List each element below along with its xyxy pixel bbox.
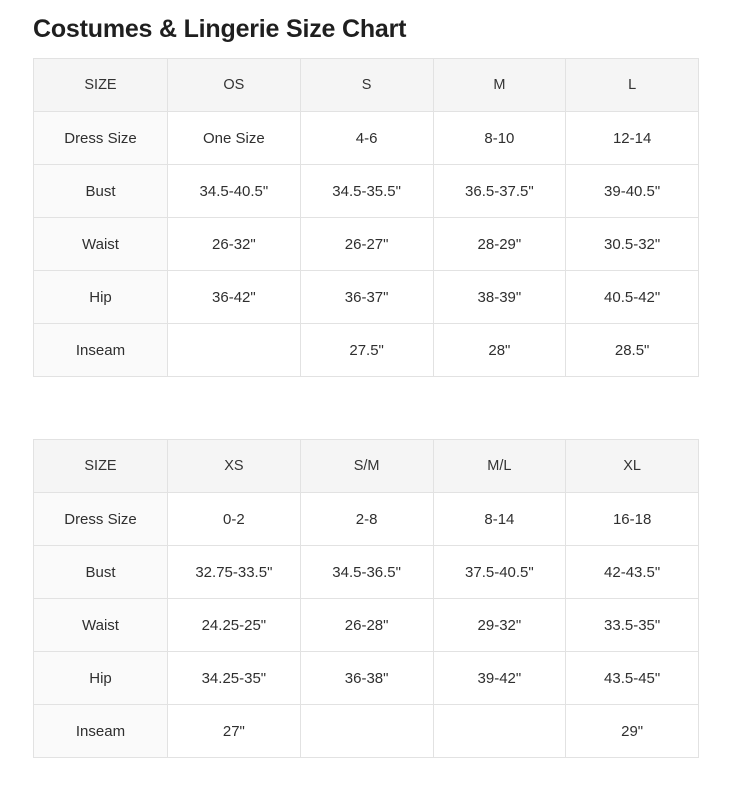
column-header: OS [168, 59, 301, 112]
row-label: Bust [34, 546, 168, 599]
row-label: Hip [34, 271, 168, 324]
table-row [34, 599, 699, 652]
row-label: Inseam [34, 324, 168, 377]
table-cell: 39-42" [433, 652, 566, 705]
table-cell: 16-18 [566, 493, 699, 546]
table-cell: 36-38" [300, 652, 433, 705]
table-cell: 43.5-45" [566, 652, 699, 705]
table-cell: 36.5-37.5" [433, 165, 566, 218]
standard-size-chart-body [34, 112, 699, 377]
column-header: L [566, 59, 699, 112]
table-cell: 34.5-36.5" [300, 546, 433, 599]
table-row [34, 112, 699, 165]
table-cell: 29-32" [433, 599, 566, 652]
table-cell: 26-32" [168, 218, 301, 271]
table-cell: 36-42" [168, 271, 301, 324]
table-cell: 33.5-35" [566, 599, 699, 652]
row-label: Waist [34, 218, 168, 271]
table-cell: 28-29" [433, 218, 566, 271]
table-cell: 2-8 [300, 493, 433, 546]
table-cell: 26-28" [300, 599, 433, 652]
column-header: M/L [433, 440, 566, 493]
table-cell [433, 705, 566, 758]
standard-size-chart-table [33, 58, 699, 377]
table-cell: 27" [168, 705, 301, 758]
table-cell: 34.25-35" [168, 652, 301, 705]
table-cell: 4-6 [300, 112, 433, 165]
table-cell: 42-43.5" [566, 546, 699, 599]
table-cell: One Size [168, 112, 301, 165]
row-label: Waist [34, 599, 168, 652]
row-label: Dress Size [34, 112, 168, 165]
standard-size-chart-header [34, 59, 699, 112]
table-spacer [33, 377, 698, 439]
table-row [34, 493, 699, 546]
table-cell: 32.75-33.5" [168, 546, 301, 599]
column-header: S/M [300, 440, 433, 493]
table-cell: 38-39" [433, 271, 566, 324]
table-cell: 34.5-35.5" [300, 165, 433, 218]
table-row [34, 652, 699, 705]
column-header: SIZE [34, 59, 168, 112]
table-header-row [34, 59, 699, 112]
table-cell: 36-37" [300, 271, 433, 324]
page-title: Costumes & Lingerie Size Chart [33, 15, 407, 43]
row-label: Hip [34, 652, 168, 705]
column-header: XL [566, 440, 699, 493]
extended-size-chart-table [33, 439, 699, 758]
table-cell: 29" [566, 705, 699, 758]
table-cell: 26-27" [300, 218, 433, 271]
table-cell: 34.5-40.5" [168, 165, 301, 218]
table-cell [168, 324, 301, 377]
table-cell: 8-14 [433, 493, 566, 546]
table-row [34, 705, 699, 758]
table-row [34, 546, 699, 599]
table-cell: 37.5-40.5" [433, 546, 566, 599]
extended-size-chart-header [34, 440, 699, 493]
table-cell: 28.5" [566, 324, 699, 377]
table-cell: 30.5-32" [566, 218, 699, 271]
table-cell: 12-14 [566, 112, 699, 165]
row-label: Inseam [34, 705, 168, 758]
table-cell: 27.5" [300, 324, 433, 377]
table-row [34, 218, 699, 271]
table-cell: 24.25-25" [168, 599, 301, 652]
table-cell: 8-10 [433, 112, 566, 165]
table-row [34, 165, 699, 218]
extended-size-chart-body [34, 493, 699, 758]
table-row [34, 324, 699, 377]
column-header: XS [168, 440, 301, 493]
column-header: SIZE [34, 440, 168, 493]
table-cell: 40.5-42" [566, 271, 699, 324]
row-label: Bust [34, 165, 168, 218]
column-header: M [433, 59, 566, 112]
column-header: S [300, 59, 433, 112]
table-cell: 39-40.5" [566, 165, 699, 218]
table-cell [300, 705, 433, 758]
table-row [34, 271, 699, 324]
row-label: Dress Size [34, 493, 168, 546]
table-header-row [34, 440, 699, 493]
table-cell: 28" [433, 324, 566, 377]
table-cell: 0-2 [168, 493, 301, 546]
